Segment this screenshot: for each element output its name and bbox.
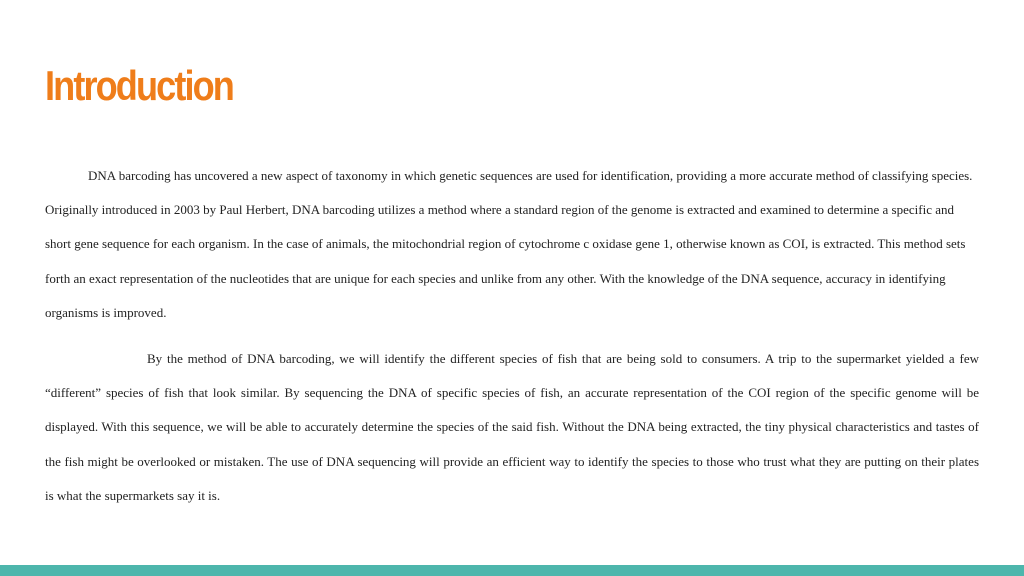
- body-paragraph-2: By the method of DNA barcoding, we will identify the different species of fish that are being sold to consumers. A trip to the supermarket yielded a few “different” species of fish that look similar. By sequencing the DNA of specific species of fish, an accurate representation of the COI region of the specific genome will be displayed. With this sequence, we will be able to accurately determine the species of the said fish. Without the DNA being extracted, the tiny physical characteristics and tastes of the fish might be overlooked or mistaken. The use of DNA sequencing will provide an efficient way to identify the species to those who trust what they are putting on their plates is what the supermarkets say it is.: [45, 351, 979, 503]
- footer-accent-bar: [0, 565, 1024, 576]
- slide-title: Introduction: [45, 62, 233, 109]
- body-paragraph-1: DNA barcoding has uncovered a new aspect of taxonomy in which genetic sequences are used for identification, providing a more accurate method of classifying species. Originally introduced in 2003 by Paul Herbert, DNA barcoding utilizes a method where a standard region of the genome is extracted and examined to determine a specific and short gene sequence for each organism. In the case of animals, the mitochondrial region of cytochrome c oxidase gene 1, otherwise known as COI, is extracted. This method sets forth an exact representation of the nucleotides that are unique for each species and unlike from any other. With the knowledge of the DNA sequence, accuracy in identifying organisms is improved.: [45, 168, 973, 320]
